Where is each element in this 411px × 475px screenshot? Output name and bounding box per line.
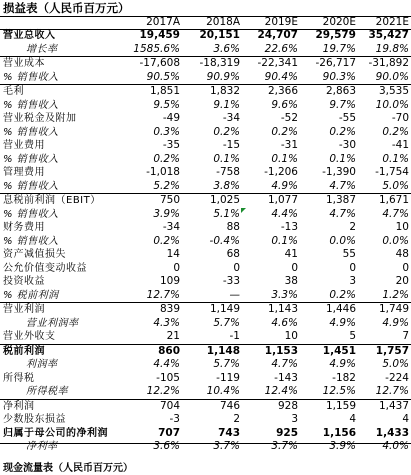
cell-value: 0 <box>233 261 240 274</box>
cell-value: 839 <box>159 303 180 315</box>
cell-value: 3.9% <box>329 440 356 452</box>
row-label: 增长率 <box>26 43 58 55</box>
cell-value: 0.2% <box>213 125 240 138</box>
cell-value: 20 <box>395 275 409 287</box>
cell-value: 925 <box>276 426 298 439</box>
cell-value: 0 <box>349 261 356 274</box>
cell-value: 1,143 <box>267 303 298 315</box>
cell-value: 38 <box>284 275 298 287</box>
cell-value: 1585.6% <box>133 42 180 55</box>
cell-value: -13 <box>280 221 298 233</box>
cell-value: 5.1% <box>213 207 240 220</box>
row-label: 营业税金及附加 <box>3 113 77 124</box>
cell-value: 10 <box>395 221 409 233</box>
cell-value: 4 <box>402 413 409 425</box>
row-label: % 销售收入 <box>3 235 59 247</box>
cell-value: 4.7% <box>329 179 356 192</box>
cell-value: 0.0% <box>382 234 409 247</box>
cell-value: -182 <box>332 371 356 384</box>
row-label: 净利润 <box>3 400 35 412</box>
cell-value: 4.9% <box>271 179 298 192</box>
cell-value: 704 <box>159 399 180 412</box>
row-label: 投资收益 <box>3 276 45 287</box>
cell-value: 746 <box>219 399 240 412</box>
table-row <box>0 84 411 99</box>
cell-value: -1,390 <box>322 166 356 178</box>
row-label: 归属于母公司的净利润 <box>3 427 108 439</box>
row-label: 所得税 <box>3 372 35 384</box>
table-row <box>0 427 411 441</box>
bottom-rule <box>0 443 411 444</box>
cell-value: -52 <box>280 112 298 124</box>
row-label: 公允价值变动收益 <box>3 262 87 274</box>
row-label: 利润率 <box>26 359 58 370</box>
cell-value: 19.8% <box>375 42 409 55</box>
cell-value: 3.7% <box>213 440 240 452</box>
cell-value: 5.0% <box>382 358 409 370</box>
cell-value: -143 <box>274 371 298 384</box>
cell-value: 35,427 <box>368 29 409 41</box>
cell-value: -3 <box>169 413 180 425</box>
cell-value: -41 <box>391 139 409 151</box>
cell-value: 1.2% <box>382 288 409 301</box>
column-header: 2018A <box>206 16 240 28</box>
cell-value: 1,153 <box>264 344 298 357</box>
cell-value: -119 <box>216 371 240 384</box>
table-row <box>0 139 411 153</box>
cell-value: 0.3% <box>153 125 180 138</box>
cell-value: 707 <box>158 426 180 439</box>
row-label: 营业费用 <box>3 140 45 151</box>
cell-value: -1,754 <box>375 166 409 178</box>
cell-value: -30 <box>338 139 356 151</box>
cell-value: 2,366 <box>267 85 298 97</box>
cell-value: 0.1% <box>271 152 298 165</box>
row-label: 营业外收支 <box>3 331 56 342</box>
cell-value: 3.6% <box>213 42 240 55</box>
cell-value: 4.6% <box>271 316 298 329</box>
cell-value: 1,387 <box>325 194 356 206</box>
cell-value: 4.0% <box>382 440 409 452</box>
row-label: % 销售收入 <box>3 126 59 138</box>
cell-value: 3 <box>349 275 356 287</box>
cell-value: -70 <box>391 112 409 124</box>
cell-value: -105 <box>156 371 180 384</box>
cell-value: 55 <box>342 248 356 260</box>
cell-value: 4.3% <box>153 316 180 329</box>
row-label: 营业成本 <box>3 58 45 69</box>
cell-value: 9.5% <box>153 98 180 111</box>
row-label: 资产减值损失 <box>3 249 66 260</box>
cell-value: 1,025 <box>209 194 240 206</box>
cell-value: 743 <box>218 426 240 439</box>
cell-value: 0.2% <box>271 125 298 138</box>
cell-value: 20,151 <box>199 29 240 41</box>
cell-value: 10 <box>284 330 298 342</box>
cell-value: 0.2% <box>153 152 180 165</box>
cell-value: 5 <box>349 330 356 342</box>
cell-value: -18,319 <box>199 57 240 69</box>
cell-value: 0.1% <box>382 152 409 165</box>
cell-value: 9.1% <box>213 98 240 111</box>
cell-value: -1,206 <box>264 166 298 178</box>
cell-value: -33 <box>222 275 240 287</box>
table-row <box>0 71 411 85</box>
cell-value: 90.0% <box>375 70 409 83</box>
table-row <box>0 372 411 386</box>
cell-value: 5.7% <box>213 316 240 329</box>
table-row <box>0 208 411 222</box>
cell-value: 1,851 <box>149 85 180 97</box>
cell-value: 4.4% <box>271 207 298 220</box>
cell-value: 90.5% <box>146 70 180 83</box>
cell-value: -49 <box>162 112 180 124</box>
cell-value: 3 <box>291 413 298 425</box>
table-row <box>0 235 411 249</box>
next-table-title: 现金流量表（人民币百万元） <box>3 463 133 474</box>
cell-value: 10.4% <box>206 385 240 397</box>
row-label: 管理费用 <box>3 167 45 178</box>
cell-value: 90.3% <box>322 70 356 83</box>
cell-value: 4.7% <box>271 358 298 370</box>
cell-value: 5.0% <box>382 179 409 192</box>
cell-value: 7 <box>402 330 409 342</box>
table-row <box>0 43 411 57</box>
table-row <box>0 413 411 427</box>
column-header: 2020E <box>322 16 356 28</box>
cell-value: 0.1% <box>213 152 240 165</box>
table-row <box>0 56 411 71</box>
cell-value: 12.4% <box>264 385 298 397</box>
cell-value: 21 <box>166 330 180 342</box>
cell-value: 5.2% <box>153 179 180 192</box>
row-label: 营业利润 <box>3 304 45 315</box>
cell-value: 3.8% <box>213 179 240 192</box>
cell-value: 4.9% <box>329 316 356 329</box>
cell-value: -1,018 <box>146 166 180 178</box>
cell-value: 5.7% <box>213 358 240 370</box>
row-label: 净利率 <box>26 441 58 452</box>
cell-value: 41 <box>284 248 298 260</box>
cell-value: -35 <box>162 139 180 151</box>
cell-value: 90.9% <box>206 70 240 83</box>
cell-value: 3.6% <box>153 440 180 452</box>
row-label: % 销售收入 <box>3 71 59 83</box>
row-label: % 税前利润 <box>3 289 59 301</box>
cell-value: 3,535 <box>378 85 409 97</box>
table-row <box>0 221 411 235</box>
row-label: 财务费用 <box>3 222 45 233</box>
cell-value: 2,863 <box>325 85 356 97</box>
cell-value: 24,707 <box>257 29 298 41</box>
cell-value: 88 <box>226 221 240 233</box>
cell-value: -0.4% <box>209 234 240 247</box>
row-label: 毛利 <box>3 86 24 97</box>
cell-value: 1,757 <box>375 344 409 357</box>
cell-value: 1,156 <box>322 426 356 439</box>
column-header: 2017A <box>146 16 180 28</box>
cell-value: -55 <box>338 112 356 124</box>
cell-value: 9.7% <box>329 98 356 111</box>
cell-value: 12.5% <box>322 385 356 397</box>
row-label: % 销售收入 <box>3 180 59 192</box>
table-row <box>0 126 411 140</box>
cell-value: 0 <box>402 261 409 274</box>
cell-value: 12.2% <box>146 385 180 397</box>
cell-value: -1 <box>229 330 240 342</box>
cell-value: 10.0% <box>375 98 409 111</box>
cell-value: 0.0% <box>329 234 356 247</box>
cell-value: 0.1% <box>329 152 356 165</box>
table-row <box>0 193 411 208</box>
table-row <box>0 317 411 331</box>
table-row <box>0 166 411 180</box>
cell-value: 29,579 <box>315 29 356 41</box>
table-row <box>0 99 411 113</box>
table-row <box>0 302 411 317</box>
cell-value: 928 <box>277 399 298 412</box>
cell-value: -31,892 <box>368 57 409 69</box>
table-row <box>0 399 411 414</box>
cell-value: 1,077 <box>267 194 298 206</box>
cell-value: 4.7% <box>329 207 356 220</box>
cell-value: -15 <box>222 139 240 151</box>
cell-value: 48 <box>395 248 409 260</box>
table-row <box>0 289 411 303</box>
cell-value: 3.9% <box>153 207 180 220</box>
table-row <box>0 275 411 289</box>
table-row <box>0 262 411 276</box>
cell-value: 1,451 <box>322 344 356 357</box>
cell-value: 1,433 <box>375 426 409 439</box>
row-label: 息税前利润（EBIT） <box>3 195 101 206</box>
cell-value: 0.2% <box>329 125 356 138</box>
cell-value: 1,832 <box>209 85 240 97</box>
table-row <box>0 180 411 194</box>
cell-value: 9.6% <box>271 98 298 111</box>
cell-value: 1,148 <box>206 344 240 357</box>
cell-value: 14 <box>166 248 180 260</box>
cell-value: 68 <box>226 248 240 260</box>
cell-value: 19,459 <box>139 29 180 41</box>
cell-value: 12.7% <box>375 385 409 397</box>
table-row <box>0 153 411 167</box>
table-row <box>0 248 411 262</box>
cell-value: 750 <box>159 194 180 206</box>
row-label: 税前利润 <box>3 345 45 357</box>
table-row <box>0 358 411 372</box>
cell-value: -758 <box>216 166 240 178</box>
column-header-row <box>0 16 411 29</box>
cell-value: -34 <box>162 221 180 233</box>
cell-value: 4.7% <box>382 207 409 220</box>
cell-value: -26,717 <box>315 57 356 69</box>
cell-value: 2 <box>233 413 240 425</box>
cell-value: 2 <box>349 221 356 233</box>
table-title: 损益表（人民币百万元） <box>3 1 130 15</box>
cell-value: 0.2% <box>329 288 356 301</box>
cell-value: 0.2% <box>153 234 180 247</box>
cell-value: 1,446 <box>325 303 356 315</box>
cell-value: 4.9% <box>382 316 409 329</box>
cell-value: 4 <box>349 413 356 425</box>
cell-value: -34 <box>222 112 240 124</box>
cell-value: -17,608 <box>139 57 180 69</box>
cell-value: 3.3% <box>271 288 298 301</box>
table-body <box>0 29 411 454</box>
cell-value: -31 <box>280 139 298 151</box>
table-row <box>0 29 411 43</box>
cell-value: 109 <box>159 275 180 287</box>
row-label: 营业利润率 <box>26 317 79 329</box>
row-label: 少数股东损益 <box>3 414 66 425</box>
column-header: 2021E <box>375 16 409 28</box>
cell-value: — <box>229 288 240 301</box>
cell-value: 90.4% <box>264 70 298 83</box>
row-label: % 销售收入 <box>3 208 59 220</box>
cell-value: 1,437 <box>378 399 409 412</box>
cell-value: 3.7% <box>271 440 298 452</box>
cell-value: 4.9% <box>329 358 356 370</box>
table-row <box>0 385 411 399</box>
cell-value: 4.4% <box>153 358 180 370</box>
row-label: % 销售收入 <box>3 99 59 111</box>
table-row <box>0 344 411 359</box>
cell-value: 0.1% <box>271 234 298 247</box>
cell-value: 860 <box>158 344 180 357</box>
table-row <box>0 330 411 344</box>
cell-value: -224 <box>385 371 409 384</box>
cell-value: 1,149 <box>209 303 240 315</box>
row-label: % 销售收入 <box>3 153 59 165</box>
row-label: 营业总收入 <box>3 30 56 41</box>
cell-value: 0 <box>291 261 298 274</box>
table-row <box>0 112 411 126</box>
row-label: 所得税率 <box>26 386 68 397</box>
column-header: 2019E <box>264 16 298 28</box>
cell-value: 19.7% <box>322 42 356 55</box>
cell-value: 1,671 <box>378 194 409 206</box>
cell-value: 0 <box>173 261 180 274</box>
cell-value: 22.6% <box>264 42 298 55</box>
cell-value: 0.2% <box>382 125 409 138</box>
cell-value: -22,341 <box>257 57 298 69</box>
cell-value: 1,159 <box>325 399 356 412</box>
cell-value: 12.7% <box>146 288 180 301</box>
cell-value: 1,749 <box>378 303 409 315</box>
